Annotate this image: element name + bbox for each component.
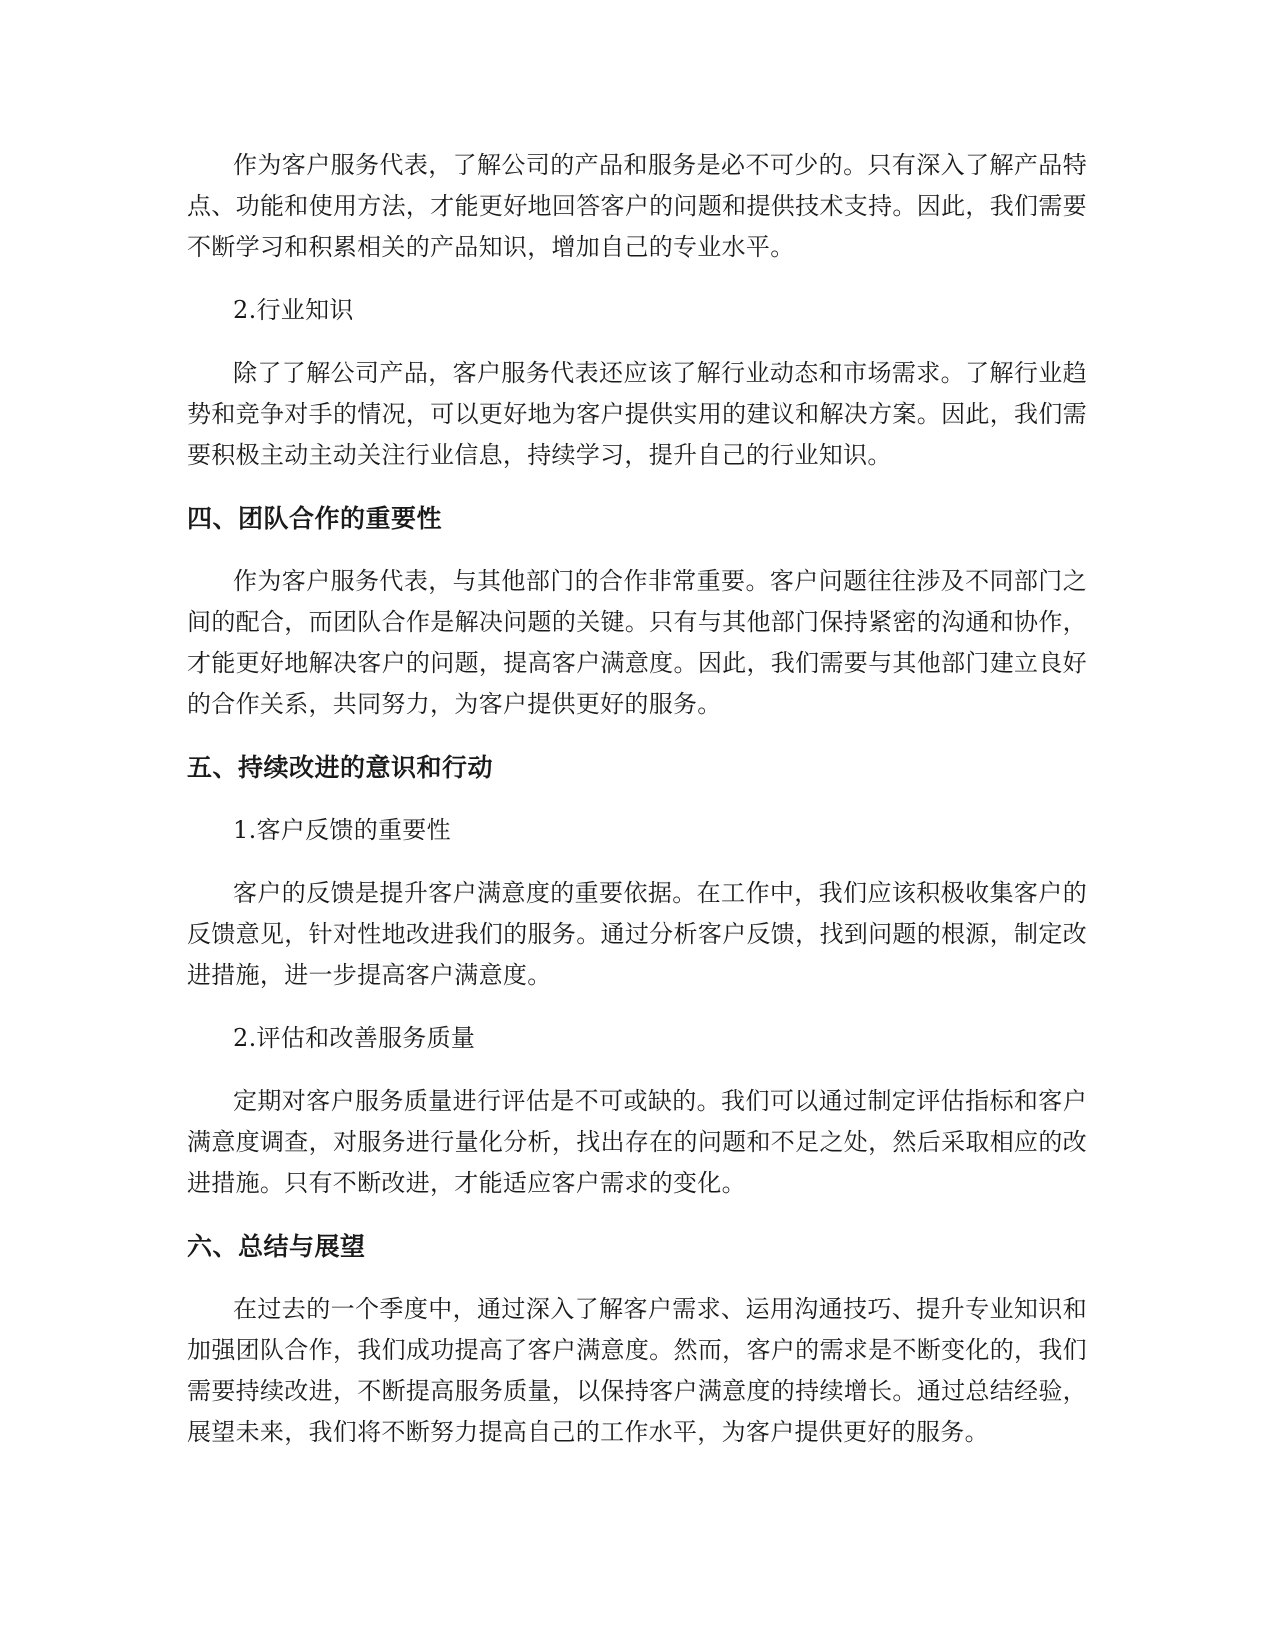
paragraph-service-quality: 定期对客户服务质量进行评估是不可或缺的。我们可以通过制定评估指标和客户满意度调查，对服务进行量化分析，找出存在的问题和不足之处，然后采取相应的改进措施。只有不断改进，才能适应客户需求的变化。	[187, 1087, 1087, 1197]
heading-teamwork: 四、团队合作的重要性	[187, 504, 443, 533]
paragraph-customer-feedback: 客户的反馈是提升客户满意度的重要依据。在工作中，我们应该积极收集客户的反馈意见，针对性地改进我们的服务。通过分析客户反馈，找到问题的根源，制定改进措施，进一步提高客户满意度。	[187, 879, 1087, 989]
heading-summary-outlook: 六、总结与展望	[187, 1232, 366, 1261]
subheading-customer-feedback: 1.客户反馈的重要性	[233, 816, 451, 844]
subheading-industry-knowledge: 2.行业知识	[233, 296, 354, 324]
paragraph-industry-knowledge: 除了了解公司产品，客户服务代表还应该了解行业动态和市场需求。了解行业趋势和竞争对手的情况，可以更好地为客户提供实用的建议和解决方案。因此，我们需要积极主动主动关注行业信息，持续学习，提升自己的行业知识。	[187, 359, 1087, 469]
paragraph-teamwork: 作为客户服务代表，与其他部门的合作非常重要。客户问题往往涉及不同部门之间的配合，而团队合作是解决问题的关键。只有与其他部门保持紧密的沟通和协作，才能更好地解决客户的问题，提高客户满意度。因此，我们需要与其他部门建立良好的合作关系，共同努力，为客户提供更好的服务。	[187, 567, 1087, 718]
heading-continuous-improvement: 五、持续改进的意识和行动	[187, 753, 494, 782]
paragraph-summary-outlook: 在过去的一个季度中，通过深入了解客户需求、运用沟通技巧、提升专业知识和加强团队合作，我们成功提高了客户满意度。然而，客户的需求是不断变化的，我们需要持续改进，不断提高服务质量，以保持客户满意度的持续增长。通过总结经验，展望未来，我们将不断努力提高自己的工作水平，为客户提供更好的服务。	[187, 1295, 1087, 1446]
subheading-service-quality: 2.评估和改善服务质量	[233, 1024, 476, 1052]
document-page	[187, 145, 1087, 1475]
paragraph-product-knowledge: 作为客户服务代表，了解公司的产品和服务是必不可少的。只有深入了解产品特点、功能和使用方法，才能更好地回答客户的问题和提供技术支持。因此，我们需要不断学习和积累相关的产品知识，增加自己的专业水平。	[187, 151, 1087, 261]
